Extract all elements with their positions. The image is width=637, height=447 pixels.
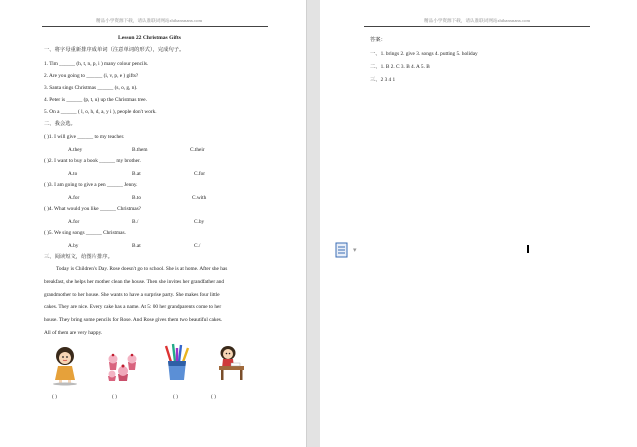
reading-passage	[44, 263, 268, 340]
q4-stem: ( )4. What would you like ______ Christmas?	[44, 206, 141, 212]
section2-heading: 二、我会选。	[44, 121, 76, 127]
q2-option-c: C.for	[194, 171, 206, 177]
picture-1-answer[interactable]: ( )	[52, 394, 57, 400]
q3-stem: ( )3. I am going to give a pen ______ Jenny.	[44, 182, 138, 188]
q5-option-b: B.at	[132, 243, 141, 249]
section1-heading: 一、将字母重新排序成单词（注意单词的形式），完成句子。	[44, 47, 185, 53]
q4-option-c: C.by	[194, 219, 205, 225]
passage-line: grandmother to her house. She wants to have a surprise party. She makes four little	[44, 291, 220, 298]
passage-line: breakfast, she helps her mother clean the house. Then she invites her grandfather and	[44, 278, 225, 285]
s1-item-3: 3. Santa sings Christmas ______ (s, o, g, n).	[44, 85, 138, 91]
picture-4-answer[interactable]: ( )	[211, 394, 216, 400]
q1-option-a: A.they	[68, 147, 83, 153]
q4-option-a: A.for	[68, 219, 80, 225]
q2-stem: ( )2. I want to buy a book ______ my brother.	[44, 158, 141, 164]
q4-option-b: B./	[132, 219, 139, 225]
paste-options-icon[interactable]	[335, 242, 349, 258]
q1-stem: ( )1. I will give ______ to my teacher.	[44, 134, 125, 140]
document-page-1	[0, 0, 307, 447]
answers-section-2: 二、1. B 2. C 3. B 4. A 5. B	[370, 64, 430, 70]
passage-line: cakes. They are nice. Every cake has a name. At 5: 00 her grandparents come to her	[44, 304, 222, 311]
s1-item-2: 2. Are you going to ______ (i, v, p, e ) gifts?	[44, 73, 139, 79]
lesson-title: Lesson 22 Christmas Gifts	[118, 35, 181, 41]
answers-section-1: 一、1. brings 2. give 3. songs 4. putting 5. holiday	[370, 51, 478, 57]
q1-option-b: B.them	[132, 147, 148, 153]
girl-cleaning-picture	[48, 344, 82, 386]
section3-heading: 三、阅读短文，给图片排序。	[44, 254, 113, 260]
passage-line: house. They bring some pencils for Rose. And Rose gives them two beautiful cakes.	[44, 317, 223, 324]
girl-at-desk-picture	[214, 344, 246, 382]
s1-item-1: 1. Tim ______ (h, t, n, p, i ) many colour pencils.	[44, 61, 149, 67]
header-rule	[364, 26, 590, 27]
picture-2-answer[interactable]: ( )	[112, 394, 117, 400]
q5-option-c: C./	[194, 243, 201, 249]
answers-label: 答案：	[370, 37, 386, 43]
header-rule	[42, 26, 268, 27]
q3-option-a: A.for	[68, 195, 80, 201]
passage-line: All of them are very happy.	[44, 329, 103, 336]
cupcakes-picture	[106, 346, 140, 382]
page-header: 精品小学资源下载，请认准联词网站zhibanxnanx.com	[96, 18, 203, 23]
page-header: 精品小学资源下载，请认准联词网站zhibanxnanx.com	[424, 18, 531, 23]
passage-line: Today is Children's Day. Rose doesn't go to school. She is at home. After she has	[56, 266, 228, 272]
q5-option-a: A.by	[68, 243, 79, 249]
q3-option-b: B.to	[132, 195, 141, 201]
answers-section-3: 三、2 3 4 1	[370, 77, 396, 83]
q2-option-b: B.at	[132, 171, 141, 177]
picture-3-answer[interactable]: ( )	[173, 394, 178, 400]
q5-stem: ( )5. We sing songs ______ Christmas.	[44, 230, 126, 236]
q1-option-c: C.their	[190, 147, 205, 153]
q2-option-a: A.to	[68, 171, 78, 177]
text-cursor	[527, 245, 529, 253]
s1-item-4: 4. Peter is ______ (p, t, u) up the Christmas tree.	[44, 97, 147, 103]
q3-option-c: C.with	[192, 195, 207, 201]
document-page-2	[320, 0, 637, 447]
chevron-down-icon[interactable]: ▾	[353, 246, 357, 254]
pencils-picture	[162, 342, 192, 384]
s1-item-5: 5. On a ______ ( l, o, h, d, a, y i ), people don't work.	[44, 109, 157, 115]
